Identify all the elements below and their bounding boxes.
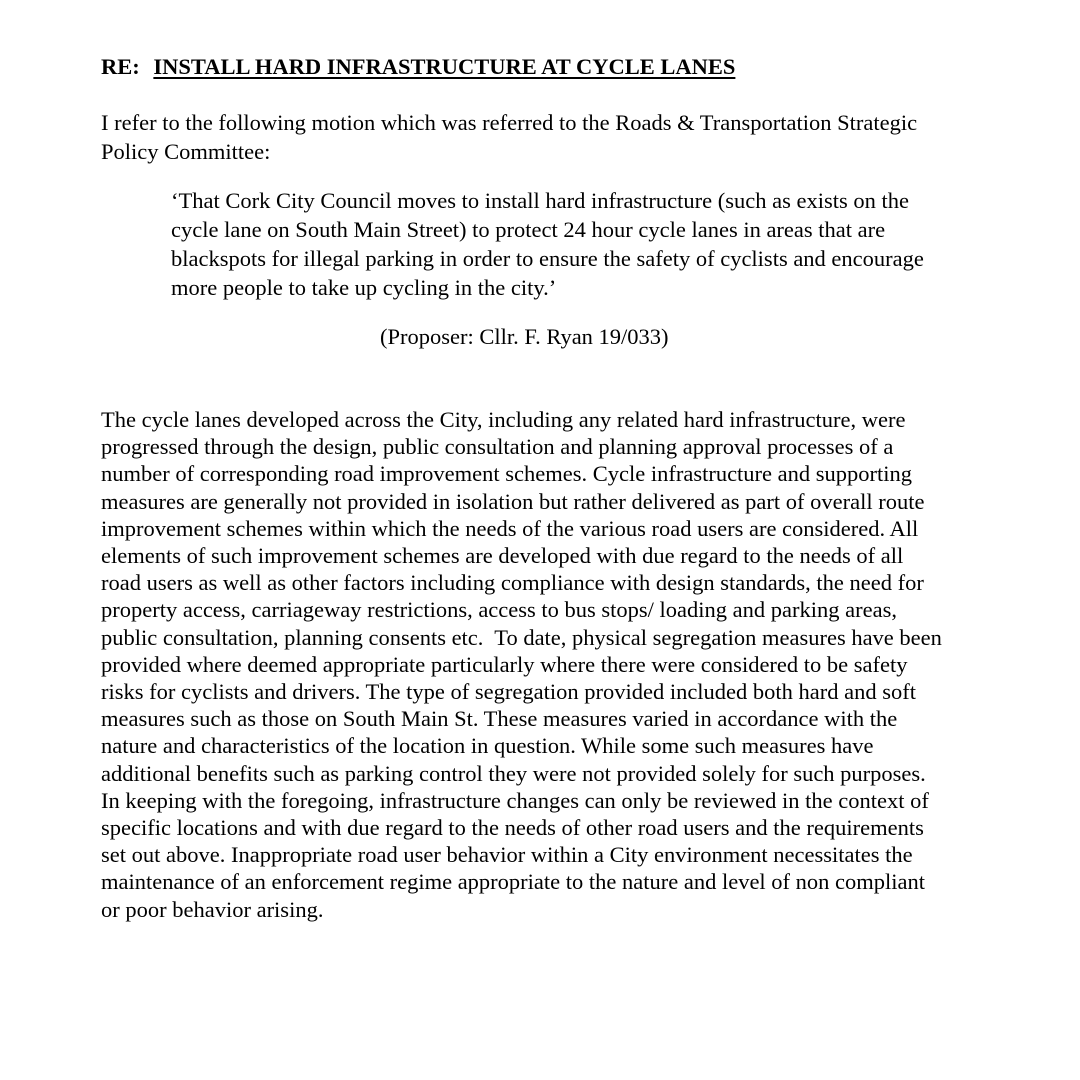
response-line: additional benefits such as parking control they were not provided solely for such purposes.: [101, 760, 926, 786]
response-line: measures such as those on South Main St. These measures varied in accordance with the: [101, 706, 898, 732]
response-line: maintenance of an enforcement regime appropriate to the nature and level of non compliant: [101, 869, 926, 895]
intro-line: Policy Committee:: [101, 139, 271, 164]
document-heading: [101, 52, 735, 82]
response-line: provided where deemed appropriate particularly where there were considered to be safety: [101, 651, 908, 677]
response-paragraph: [101, 406, 1001, 923]
response-line: In keeping with the foregoing, infrastructure changes can only be reviewed in the context of: [101, 787, 929, 813]
response-line: elements of such improvement schemes are developed with due regard to the needs of all: [101, 543, 904, 569]
response-line: or poor behavior arising.: [101, 896, 324, 922]
heading-subject: INSTALL HARD INFRASTRUCTURE AT CYCLE LANES: [153, 54, 736, 79]
response-line: set out above. Inappropriate road user behavior within a City environment necessitates the: [101, 842, 913, 868]
response-line: property access, carriageway restrictions, access to bus stops/ loading and parking areas,: [101, 597, 897, 623]
response-line: public consultation, planning consents etc. To date, physical segregation measures have been: [101, 624, 942, 650]
response-line: road users as well as other factors including compliance with design standards, the need for: [101, 570, 924, 596]
response-line: specific locations and with due regard to the needs of other road users and the requirements: [101, 815, 924, 841]
response-line: nature and characteristics of the location in question. While some such measures have: [101, 733, 874, 759]
intro-line: I refer to the following motion which was referred to the Roads & Transportation Strategic: [101, 110, 918, 135]
response-line: number of corresponding road improvement schemes. Cycle infrastructure and supporting: [101, 461, 913, 487]
response-line: The cycle lanes developed across the City, including any related hard infrastructure, were: [101, 407, 906, 432]
motion-line: more people to take up cycling in the city.’: [171, 275, 557, 300]
heading-prefix: RE:: [101, 54, 140, 79]
response-line: risks for cyclists and drivers. The type of segregation provided included both hard and soft: [101, 679, 917, 705]
motion-quote: [171, 186, 971, 302]
intro-paragraph: [101, 108, 991, 166]
motion-line: blackspots for illegal parking in order to ensure the safety of cyclists and encourage: [171, 246, 924, 271]
motion-line: cycle lane on South Main Street) to protect 24 hour cycle lanes in areas that are: [171, 217, 886, 242]
proposer-line: (Proposer: Cllr. F. Ryan 19/033): [380, 324, 669, 349]
response-line: progressed through the design, public consultation and planning approval processes of a: [101, 434, 894, 460]
motion-line: ‘That Cork City Council moves to install hard infrastructure (such as exists on the: [171, 188, 909, 213]
response-line: measures are generally not provided in isolation but rather delivered as part of overall route: [101, 488, 925, 514]
response-line: improvement schemes within which the needs of the various road users are considered. All: [101, 515, 919, 541]
